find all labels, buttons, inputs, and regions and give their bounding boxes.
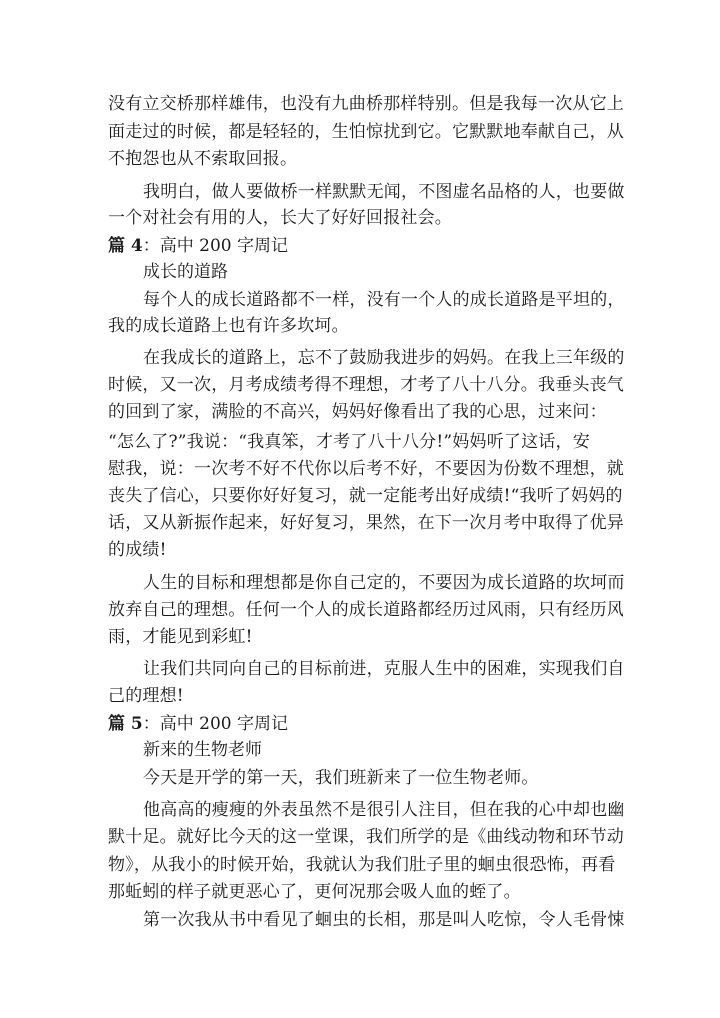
text-line: 不抱怨也从不索取回报。 bbox=[108, 149, 298, 169]
text-line: 那蚯蚓的样子就更恶心了，更何况那会吸人血的蛭了。 bbox=[108, 882, 521, 902]
text-line: 话，又从新振作起来，好好复习，果然，在下一次月考中取得了优异 bbox=[108, 513, 624, 533]
text-line: 每个人的成长道路都不一样，没有一个人的成长道路是平坦的， bbox=[143, 290, 625, 310]
text-line: 没有立交桥那样雄伟，也没有九曲桥那样特别。但是我每一次从它上 bbox=[108, 94, 624, 114]
text-line: 我明白，做人要做桥一样默默无闻，不图虚名品格的人，也要做 bbox=[143, 182, 625, 202]
section-heading bbox=[108, 236, 288, 256]
text-line: 让我们共同向自己的目标前进，克服人生中的困难，实现我们自 bbox=[143, 659, 625, 679]
text-line: 他高高的瘦瘦的外表虽然不是很引人注目，但在我的心中却也幽 bbox=[143, 800, 625, 820]
text-line: 放弃自己的理想。任何一个人的成长道路都经历过风雨，只有经历风 bbox=[108, 600, 624, 620]
text-line: 默十足。就好比今天的这一堂课，我们所学的是《曲线动物和环节动 bbox=[108, 827, 624, 847]
text-line: 人生的目标和理想都是你自己定的，不要因为成长道路的坎坷而 bbox=[143, 573, 625, 593]
section-subtitle: 新来的生物老师 bbox=[143, 740, 262, 760]
text-line: 一个对社会有用的人，长大了好好回报社会。 bbox=[108, 208, 452, 228]
section-label: 篇 4 bbox=[108, 236, 143, 256]
section-title: ：高中 200 字周记 bbox=[142, 236, 289, 256]
text-line: 的成绩! bbox=[108, 540, 167, 560]
text-line: 的回到了家，满脸的不高兴，妈妈好像看出了我的心思，过来问： bbox=[108, 402, 607, 422]
section-heading bbox=[108, 714, 288, 734]
text-line: 物》，从我小的时候开始，我就认为我们肚子里的蛔虫很恐怖，再看 bbox=[108, 855, 616, 875]
text-line: 第一次我从书中看见了蛔虫的长相，那是叫人吃惊，令人毛骨悚 bbox=[143, 910, 625, 930]
section-subtitle: 成长的道路 bbox=[143, 262, 228, 282]
text-line: 雨，才能见到彩虹! bbox=[108, 627, 253, 647]
section-label: 篇 5 bbox=[108, 714, 143, 734]
text-line: 时候，又一次，月考成绩考得不理想，才考了八十八分。我垂头丧气 bbox=[108, 375, 624, 395]
text-line: 今天是开学的第一天，我们班新来了一位生物老师。 bbox=[143, 768, 539, 788]
text-line: 我的成长道路上也有许多坎坷。 bbox=[108, 316, 349, 336]
text-line: “怎么了?”我说：“我真笨，才考了八十八分!”妈妈听了这话，安 bbox=[108, 432, 590, 452]
section-title: ：高中 200 字周记 bbox=[142, 714, 289, 734]
text-line: 在我成长的道路上，忘不了鼓励我进步的妈妈。在我上三年级的 bbox=[143, 348, 625, 368]
text-line: 丧失了信心，只要你好好复习，就一定能考出好成绩!“我听了妈妈的 bbox=[108, 486, 623, 506]
text-line: 慰我，说：一次考不好不代你以后考不好，不要因为份数不理想，就 bbox=[108, 459, 624, 479]
text-line: 面走过的时候，都是轻轻的，生怕惊扰到它。它默默地奉献自己，从 bbox=[108, 122, 624, 142]
text-line: 己的理想! bbox=[108, 686, 184, 706]
